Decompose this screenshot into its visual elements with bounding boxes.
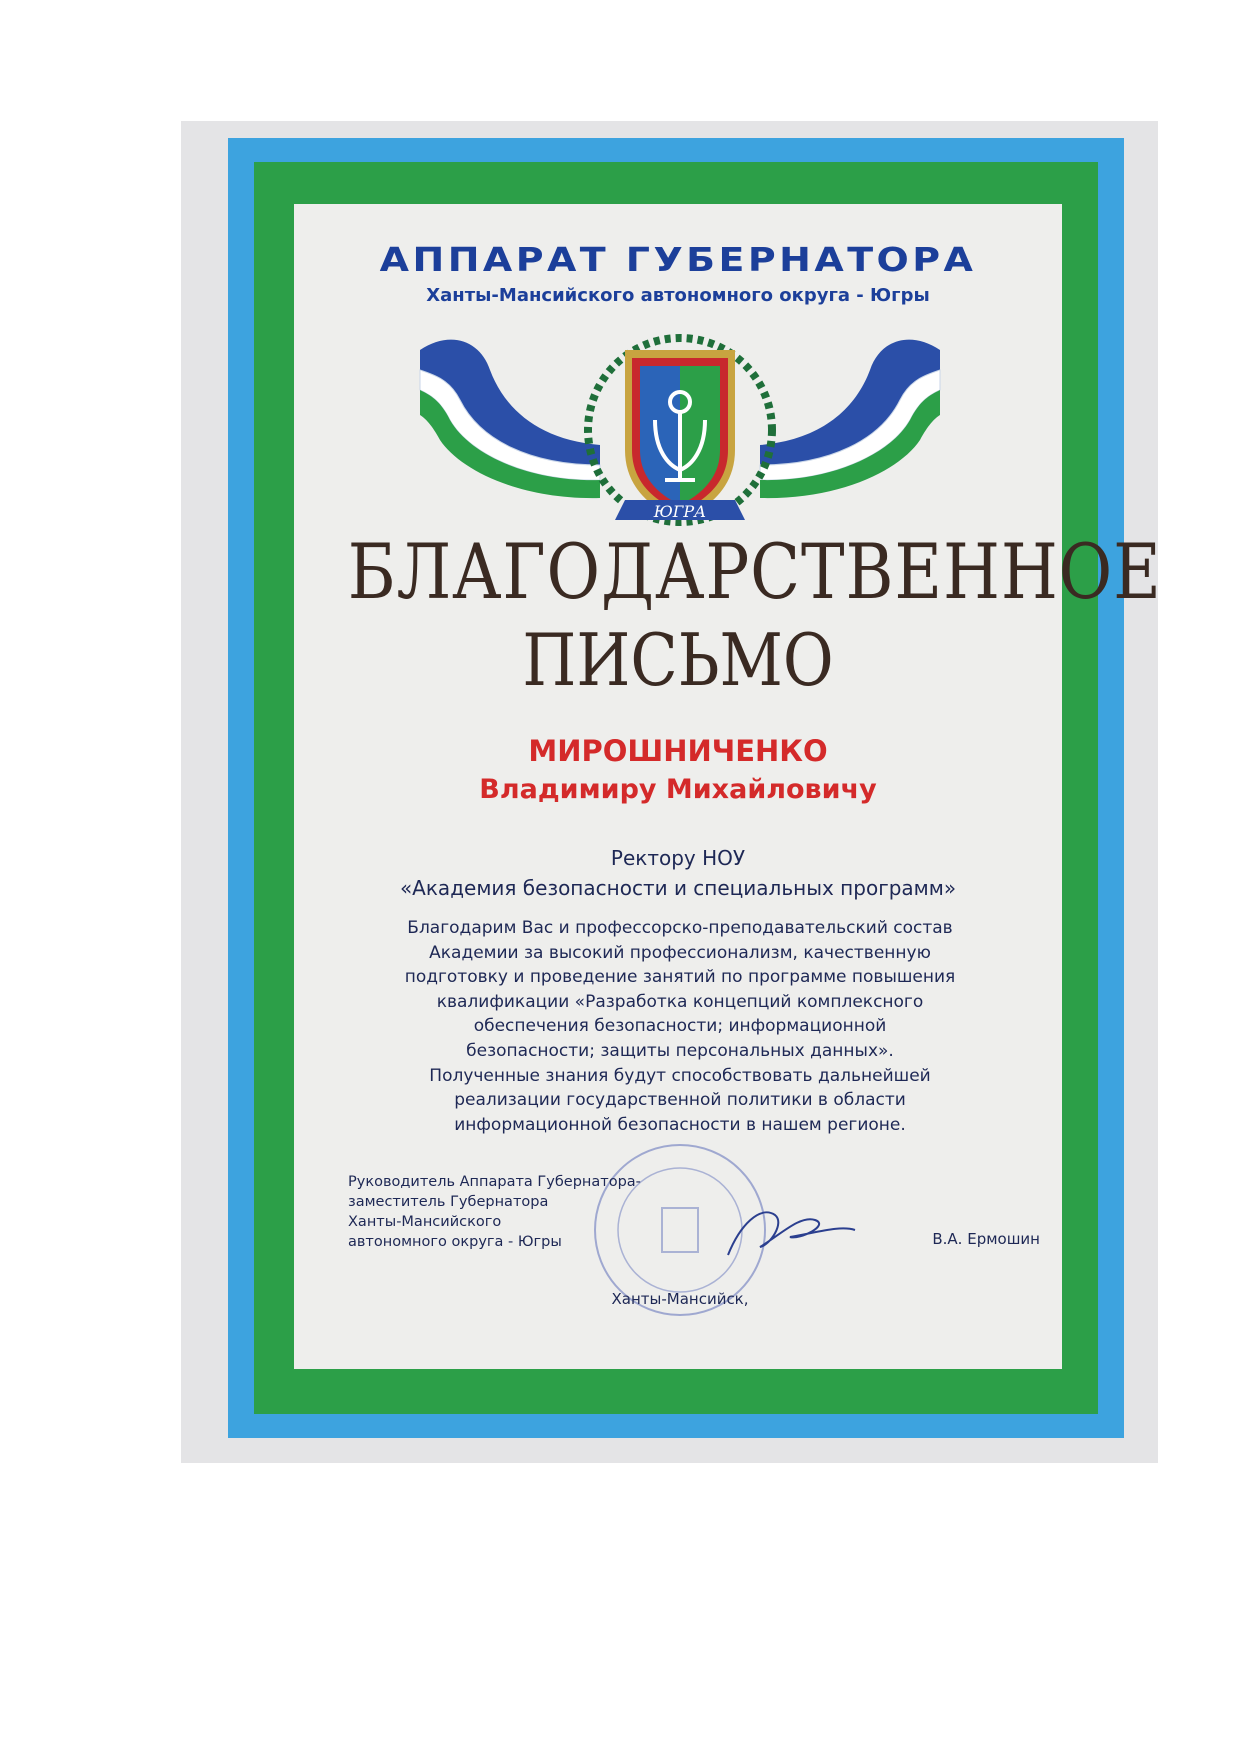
signatory-name: В.А. Ермошин xyxy=(932,1230,1040,1248)
recipient-surname: МИРОШНИЧЕНКО xyxy=(528,734,828,768)
signatory-title-line: Ханты-Мансийского xyxy=(348,1214,502,1230)
body-line: информационной безопасности в нашем регионе. xyxy=(454,1114,906,1135)
emblem-ribbon-text: ЮГРА xyxy=(653,502,707,521)
recipient-position xyxy=(294,843,1062,903)
handwritten-signature-icon xyxy=(720,1195,860,1265)
body-line: квалификации «Разработка концепций комплексного xyxy=(436,991,924,1012)
recipient-organization: «Академия безопасности и специальных программ» xyxy=(399,876,957,900)
signatory-title-line: заместитель Губернатора xyxy=(348,1194,549,1210)
header-subtitle: Ханты-Мансийского автономного округа - Югры xyxy=(426,285,930,306)
body-line: подготовку и проведение занятий по программе повышения xyxy=(404,967,956,988)
signatory-title xyxy=(348,1172,648,1252)
issue-city: Ханты-Мансийск, xyxy=(611,1290,749,1308)
coat-of-arms-icon xyxy=(410,330,950,540)
body-line: Полученные знания будут способствовать дальнейшей xyxy=(429,1065,931,1086)
body-line: Академии за высокий профессионализм, качественную xyxy=(429,942,931,963)
header-title: АППАРАТ ГУБЕРНАТОРА xyxy=(379,240,977,279)
right-ribbon xyxy=(760,340,940,498)
left-ribbon xyxy=(420,340,600,498)
recipient-given-name: Владимиру Михайловичу xyxy=(479,774,877,805)
letter-title-line2: ПИСЬМО xyxy=(522,618,834,702)
signatory-title-line: автономного округа - Югры xyxy=(348,1234,562,1250)
recipient-position-line: Ректору НОУ xyxy=(610,846,746,870)
body-line: реализации государственной политики в области xyxy=(454,1090,906,1111)
letter-body xyxy=(340,916,1020,1137)
body-line: безопасности; защиты персональных данных». xyxy=(466,1040,894,1061)
body-line: обеспечения безопасности; информационной xyxy=(473,1016,887,1037)
letter-title: БЛАГОДАРСТВЕННОЕ xyxy=(347,527,1162,616)
body-line: Благодарим Вас и профессорско-преподавательский состав xyxy=(407,918,953,938)
signatory-title-line: Руководитель Аппарата Губернатора- xyxy=(348,1174,641,1190)
